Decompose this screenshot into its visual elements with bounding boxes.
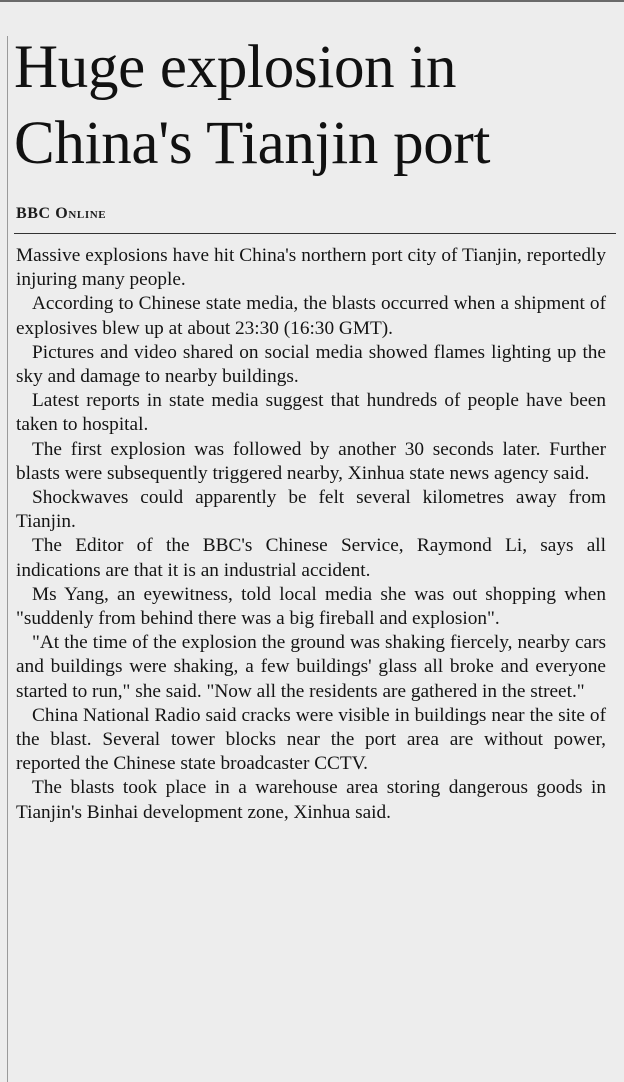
headline: Huge explosion in China's Tianjin port: [14, 34, 491, 177]
article-paragraph: Pictures and video shared on social media showed flames lighting up the sky and damage to nearby buildings.: [16, 341, 606, 388]
byline-source: BBC Online: [16, 205, 107, 222]
article-paragraph: Latest reports in state media suggest that hundreds of people have been taken to hospital.: [16, 390, 606, 436]
top-border-rule: [0, 0, 624, 2]
article-paragraph: Ms Yang, an eyewitness, told local media she was out shopping when "suddenly from behind there was a big fireball and explosion".: [16, 583, 606, 630]
left-border-rule: [7, 36, 8, 1082]
article-paragraph: According to Chinese state media, the blasts occurred when a shipment of explosives blew up at about 23:30 (16:30 GMT).: [16, 293, 606, 339]
article-paragraph: The blasts took place in a warehouse area storing dangerous goods in Tianjin's Binhai development zone, Xinhua said.: [16, 777, 606, 823]
article-body: [16, 244, 606, 825]
article-paragraph: Massive explosions have hit China's northern port city of Tianjin, reportedly injuring many people.: [16, 245, 606, 291]
article-paragraph: "At the time of the explosion the ground was shaking fiercely, nearby cars and buildings were shaking, a few buildings' glass all broke and everyone started to run," she said. "Now all the residents are gathered in the street.": [16, 632, 606, 702]
article-paragraph: Shockwaves could apparently be felt several kilometres away from Tianjin.: [16, 487, 606, 533]
article-paragraph: China National Radio said cracks were visible in buildings near the site of the blast. Several tower blocks near the port area are without power, reported the Chinese state broadcaster CCTV.: [16, 704, 606, 775]
article-paragraph: The first explosion was followed by another 30 seconds later. Further blasts were subsequently triggered nearby, Xinhua state news agency said.: [16, 438, 606, 484]
byline-divider: [14, 233, 616, 234]
article-paragraph: The Editor of the BBC's Chinese Service, Raymond Li, says all indications are that it is an industrial accident.: [16, 535, 606, 581]
